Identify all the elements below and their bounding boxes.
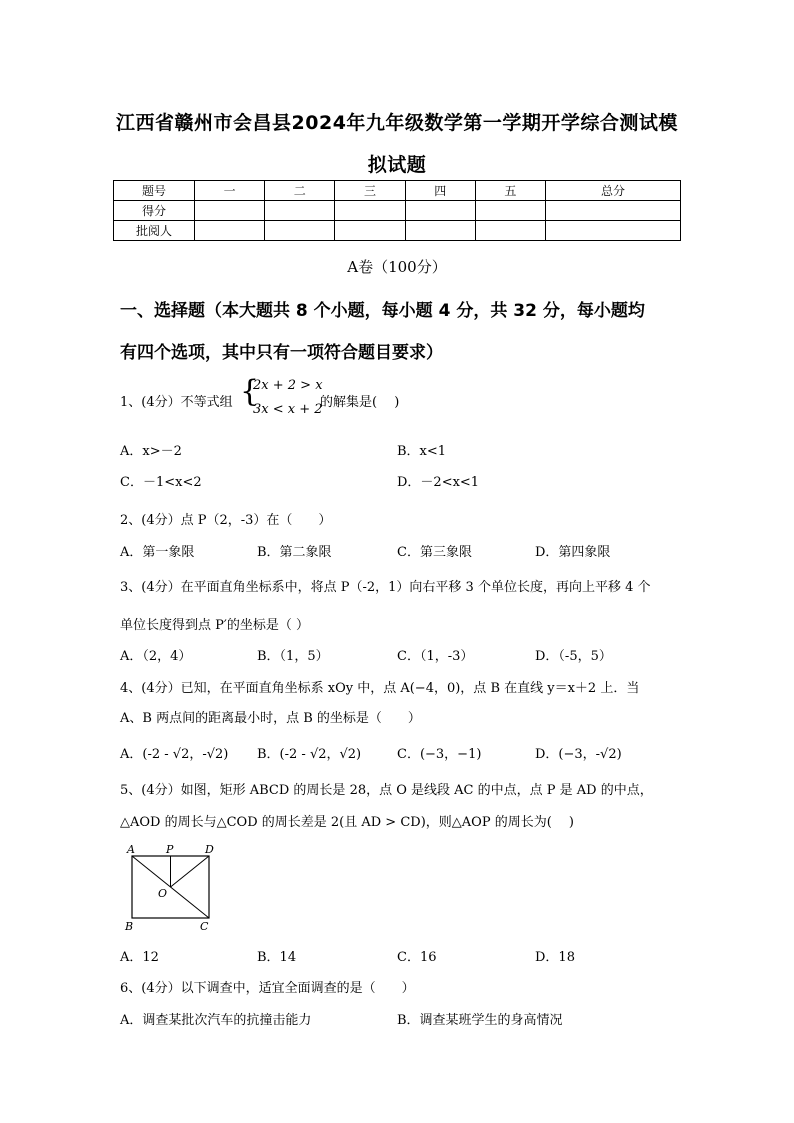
reviewer-cell[interactable] — [475, 221, 545, 241]
header-cell: 四 — [405, 181, 475, 201]
header-cell: 三 — [335, 181, 405, 201]
row-label: 批阅人 — [114, 221, 195, 241]
header-cell: 一 — [195, 181, 265, 201]
header-cell: 二 — [265, 181, 335, 201]
q6-option-b[interactable]: B．调查某班学生的身高情况 — [397, 1013, 563, 1028]
exam-title-line2: 拟试题 — [367, 154, 427, 176]
reviewer-cell[interactable] — [546, 221, 681, 241]
q6-option-a[interactable]: A．调查某批次汽车的抗撞击能力 — [120, 1013, 312, 1028]
header-cell: 题号 — [114, 181, 195, 201]
label-d: D — [205, 843, 214, 856]
reviewer-cell[interactable] — [265, 221, 335, 241]
q1-inequality-2: 3x < x + 2 — [253, 402, 323, 417]
rectangle-figure — [123, 842, 223, 932]
q3-line1: 3、(4分）在平面直角坐标系中，将点 P（-2，1）向右平移 3 个单位长度，再向上平移 4 个 — [120, 580, 651, 595]
score-cell[interactable] — [405, 201, 475, 221]
section1-heading-line1: 一、选择题（本大题共 8 个小题，每小题 4 分，共 32 分，每小题均 — [120, 301, 645, 321]
q5-line2: △AOD 的周长与△COD 的周长差是 2(且 AD > CD)，则△AOP 的周长为( ) — [120, 815, 574, 830]
score-table-header-row — [114, 181, 681, 201]
exam-title-line1: 江西省赣州市会昌县2024年九年级数学第一学期开学综合测试模 — [116, 112, 678, 134]
q1-inequality-1: 2x + 2 > x — [253, 378, 323, 393]
segment-do — [171, 856, 210, 887]
label-a: A — [127, 843, 135, 856]
score-cell[interactable] — [475, 201, 545, 221]
q3-option-c[interactable]: C．（1，-3） — [397, 649, 474, 664]
q2-text: 2、(4分）点 P（2，-3）在（ ） — [120, 513, 332, 528]
reviewer-cell[interactable] — [335, 221, 405, 241]
q2-option-c[interactable]: C．第三象限 — [397, 545, 472, 560]
label-b: B — [125, 920, 134, 932]
score-cell[interactable] — [265, 201, 335, 221]
section-a-heading: A卷（100分） — [347, 258, 447, 276]
q2-option-d[interactable]: D．第四象限 — [535, 545, 611, 560]
q5-option-c[interactable]: C．16 — [397, 950, 437, 965]
q2-option-a[interactable]: A．第一象限 — [120, 545, 195, 560]
q6-text: 6、(4分）以下调查中，适宜全面调查的是（ ） — [120, 981, 415, 996]
reviewer-row — [114, 221, 681, 241]
reviewer-cell[interactable] — [405, 221, 475, 241]
q4-line2: A、B 两点间的距离最小时，点 B 的坐标是（ ） — [120, 711, 421, 726]
q1-option-c[interactable]: C．－1<x<2 — [120, 475, 202, 490]
label-c: C — [200, 920, 209, 932]
q5-option-b[interactable]: B．14 — [257, 950, 297, 965]
q4-line1: 4、(4分）已知，在平面直角坐标系 xOy 中，点 A(−4，0)，点 B 在直线 y＝x＋2 上．当 — [120, 681, 640, 696]
label-o: O — [158, 887, 168, 900]
header-cell: 五 — [475, 181, 545, 201]
reviewer-cell[interactable] — [195, 221, 265, 241]
q5-option-a[interactable]: A．12 — [120, 950, 159, 965]
q5-option-d[interactable]: D．18 — [535, 950, 575, 965]
label-p: P — [166, 843, 174, 856]
row-label: 得分 — [114, 201, 195, 221]
score-row — [114, 201, 681, 221]
q4-option-c[interactable]: C．(−3，−1) — [397, 747, 482, 762]
score-cell[interactable] — [546, 201, 681, 221]
section1-heading-line2: 有四个选项，其中只有一项符合题目要求） — [120, 343, 443, 363]
q1-option-b[interactable]: B．x<1 — [397, 444, 447, 459]
header-cell: 总分 — [546, 181, 681, 201]
q1-prefix: 1、(4分）不等式组 — [120, 395, 233, 410]
q1-suffix: 的解集是( ) — [320, 395, 400, 410]
q3-option-b[interactable]: B．（1，5） — [257, 649, 329, 664]
q3-option-d[interactable]: D．（-5，5） — [535, 649, 612, 664]
q1-option-a[interactable]: A．x>－2 — [120, 444, 182, 459]
q5-line1: 5、(4分）如图，矩形 ABCD 的周长是 28，点 O 是线段 AC 的中点，点 P 是 AD 的中点， — [120, 783, 653, 798]
system-brace: { — [240, 374, 260, 409]
q3-option-a[interactable]: A．（2，4） — [120, 649, 192, 664]
q2-option-b[interactable]: B．第二象限 — [257, 545, 332, 560]
score-table — [113, 180, 681, 241]
score-cell[interactable] — [195, 201, 265, 221]
q4-option-a[interactable]: A．(-2 - √2，-√2) — [120, 747, 229, 762]
score-cell[interactable] — [335, 201, 405, 221]
q4-option-b[interactable]: B．(-2 - √2，√2) — [257, 747, 362, 762]
q1-option-d[interactable]: D．－2<x<1 — [397, 475, 480, 490]
q4-option-d[interactable]: D．(−3，-√2) — [535, 747, 622, 762]
q3-line2: 单位长度得到点 P′的坐标是（ ） — [120, 618, 309, 633]
